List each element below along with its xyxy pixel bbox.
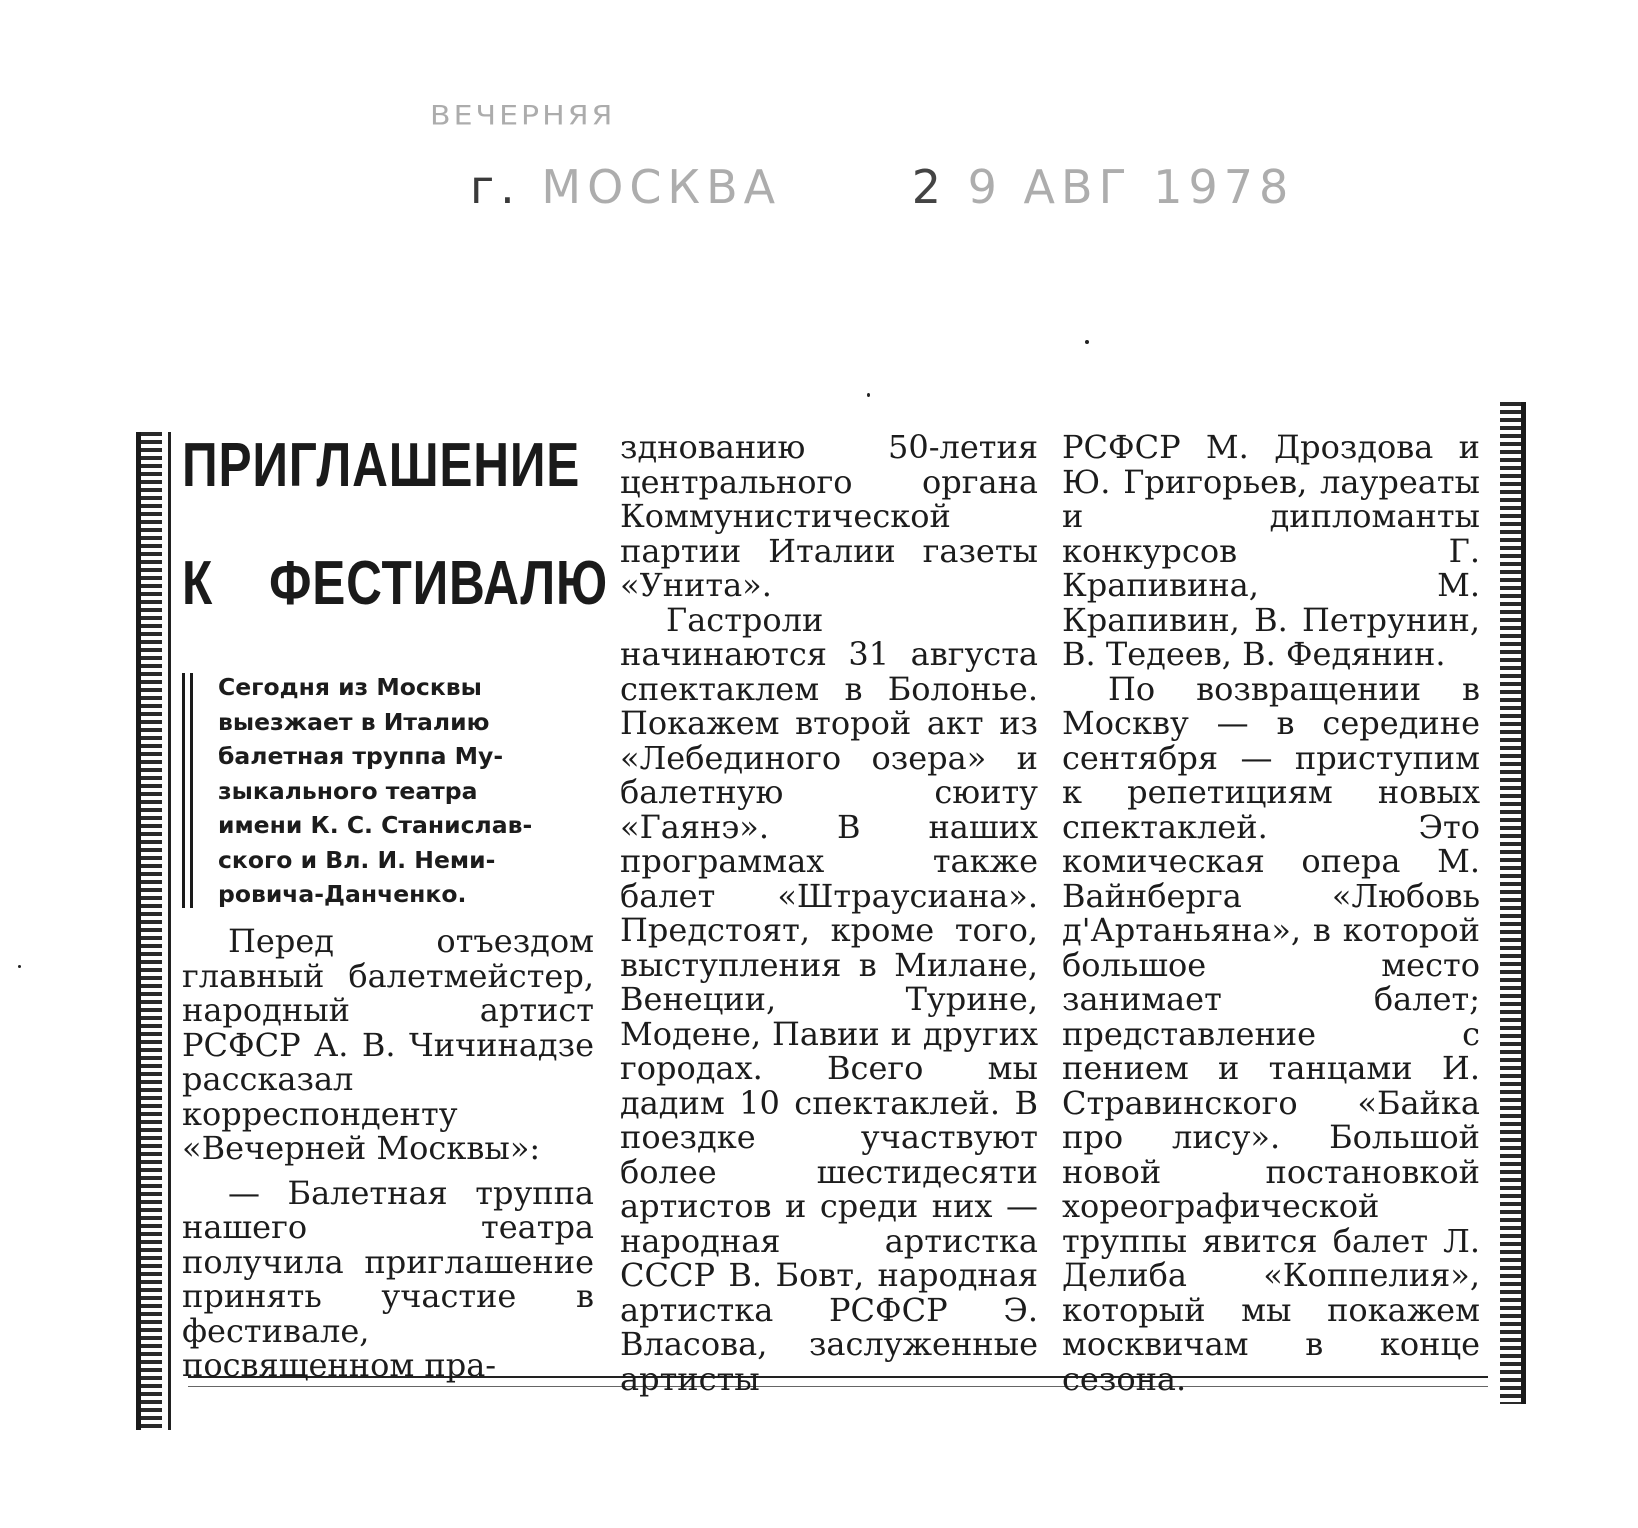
article-column-3 bbox=[1062, 430, 1480, 1396]
lead-line: балетная труппа Му- bbox=[218, 742, 504, 770]
lead-paragraph bbox=[218, 670, 594, 912]
stamp-date-rest: 9 АВГ 1978 bbox=[967, 160, 1295, 214]
lead-line: имени К. С. Станислав- bbox=[218, 811, 533, 839]
headline-line-2 bbox=[182, 548, 608, 619]
headline-line-1: ПРИГЛАШЕНИЕ bbox=[182, 431, 581, 500]
print-speck bbox=[1085, 340, 1089, 344]
left-hatched-border bbox=[136, 432, 162, 1430]
column-2-paragraph-1: зднованию 50-летия центрального органа Коммунистической партии Италии газеты «Унита». bbox=[620, 428, 1038, 604]
lead-line: Сегодня из Москвы bbox=[218, 673, 482, 701]
column-1-paragraph-2: — Балетная труппа нашего театра получила приглашение принять участие в фестивале, посвященном пра- bbox=[182, 1173, 594, 1384]
stamp-date-day: 2 bbox=[911, 160, 948, 214]
lead-bar-inner bbox=[190, 673, 193, 908]
stamp-paper-name: ВЕЧЕРНЯЯ bbox=[430, 100, 616, 132]
print-speck bbox=[18, 965, 21, 968]
lead-line: ского и Вл. И. Неми- bbox=[218, 845, 496, 874]
archive-stamp-paper bbox=[430, 100, 615, 132]
column-2-paragraph-2: Гастроли начинаются 31 августа спектаклем в Болонье. Покажем второй акт из «Лебединого озера» и балетную сюиту «Гаянэ». В наших программах также балет «Штраусиана». Предстоят, кроме того, выступления в Милане, Венеции, Турине, Модене, Павии и других городах. Всего мы дадим 10 спектаклей. В поездке участвуют более шестидесяти артистов и среди них — народная артистка СССР В. Бовт, народная артистка РСФСР Э. Власова, заслуженные артисты bbox=[620, 600, 1038, 1398]
stamp-city: МОСКВА bbox=[541, 160, 782, 214]
lead-line: зыкального театра bbox=[218, 776, 478, 805]
headline-line-2-a: К bbox=[182, 549, 214, 618]
column-3-paragraph-2: По возвращении в Москву — в середине сентября — приступим к репетициям новых спектаклей. Это комическая опера М. Вайнберга «Любовь д'Артаньяна», в которой большое место занимает балет; представление с пением и танцами И. Стравинского «Байка про лису». Большой новой постановкой хореографической труппы явится балет Л. Делиба «Коппелия», который мы покажем москвичам в конце сезона. bbox=[1062, 669, 1480, 1398]
headline-line-2-b: ФЕСТИВАЛЮ bbox=[269, 549, 608, 618]
right-hatched-border bbox=[1500, 402, 1526, 1404]
lead-line: выезжает в Италию bbox=[218, 707, 490, 736]
print-speck bbox=[867, 393, 870, 397]
lead-line: ровича-Данченко. bbox=[218, 880, 467, 908]
article-column-2 bbox=[620, 430, 1038, 1396]
left-frame-line bbox=[168, 432, 171, 1430]
stamp-city-prefix: г. bbox=[470, 160, 521, 214]
column-3-paragraph-1: РСФСР М. Дроздова и Ю. Григорьев, лауреаты и дипломанты конкурсов Г. Крапивина, М. Крапивин, В. Петрунин, В. Тедеев, В. Федянин. bbox=[1062, 428, 1480, 673]
lead-bar-outer bbox=[182, 673, 185, 908]
article-column-1 bbox=[182, 924, 594, 1383]
archive-stamp-date bbox=[470, 160, 1294, 214]
column-1-paragraph-1: Перед отъездом главный балетмейстер, народный артист РСФСР А. В. Чичинадзе рассказал корреспонденту «Вечерней Москвы»: bbox=[182, 922, 594, 1167]
